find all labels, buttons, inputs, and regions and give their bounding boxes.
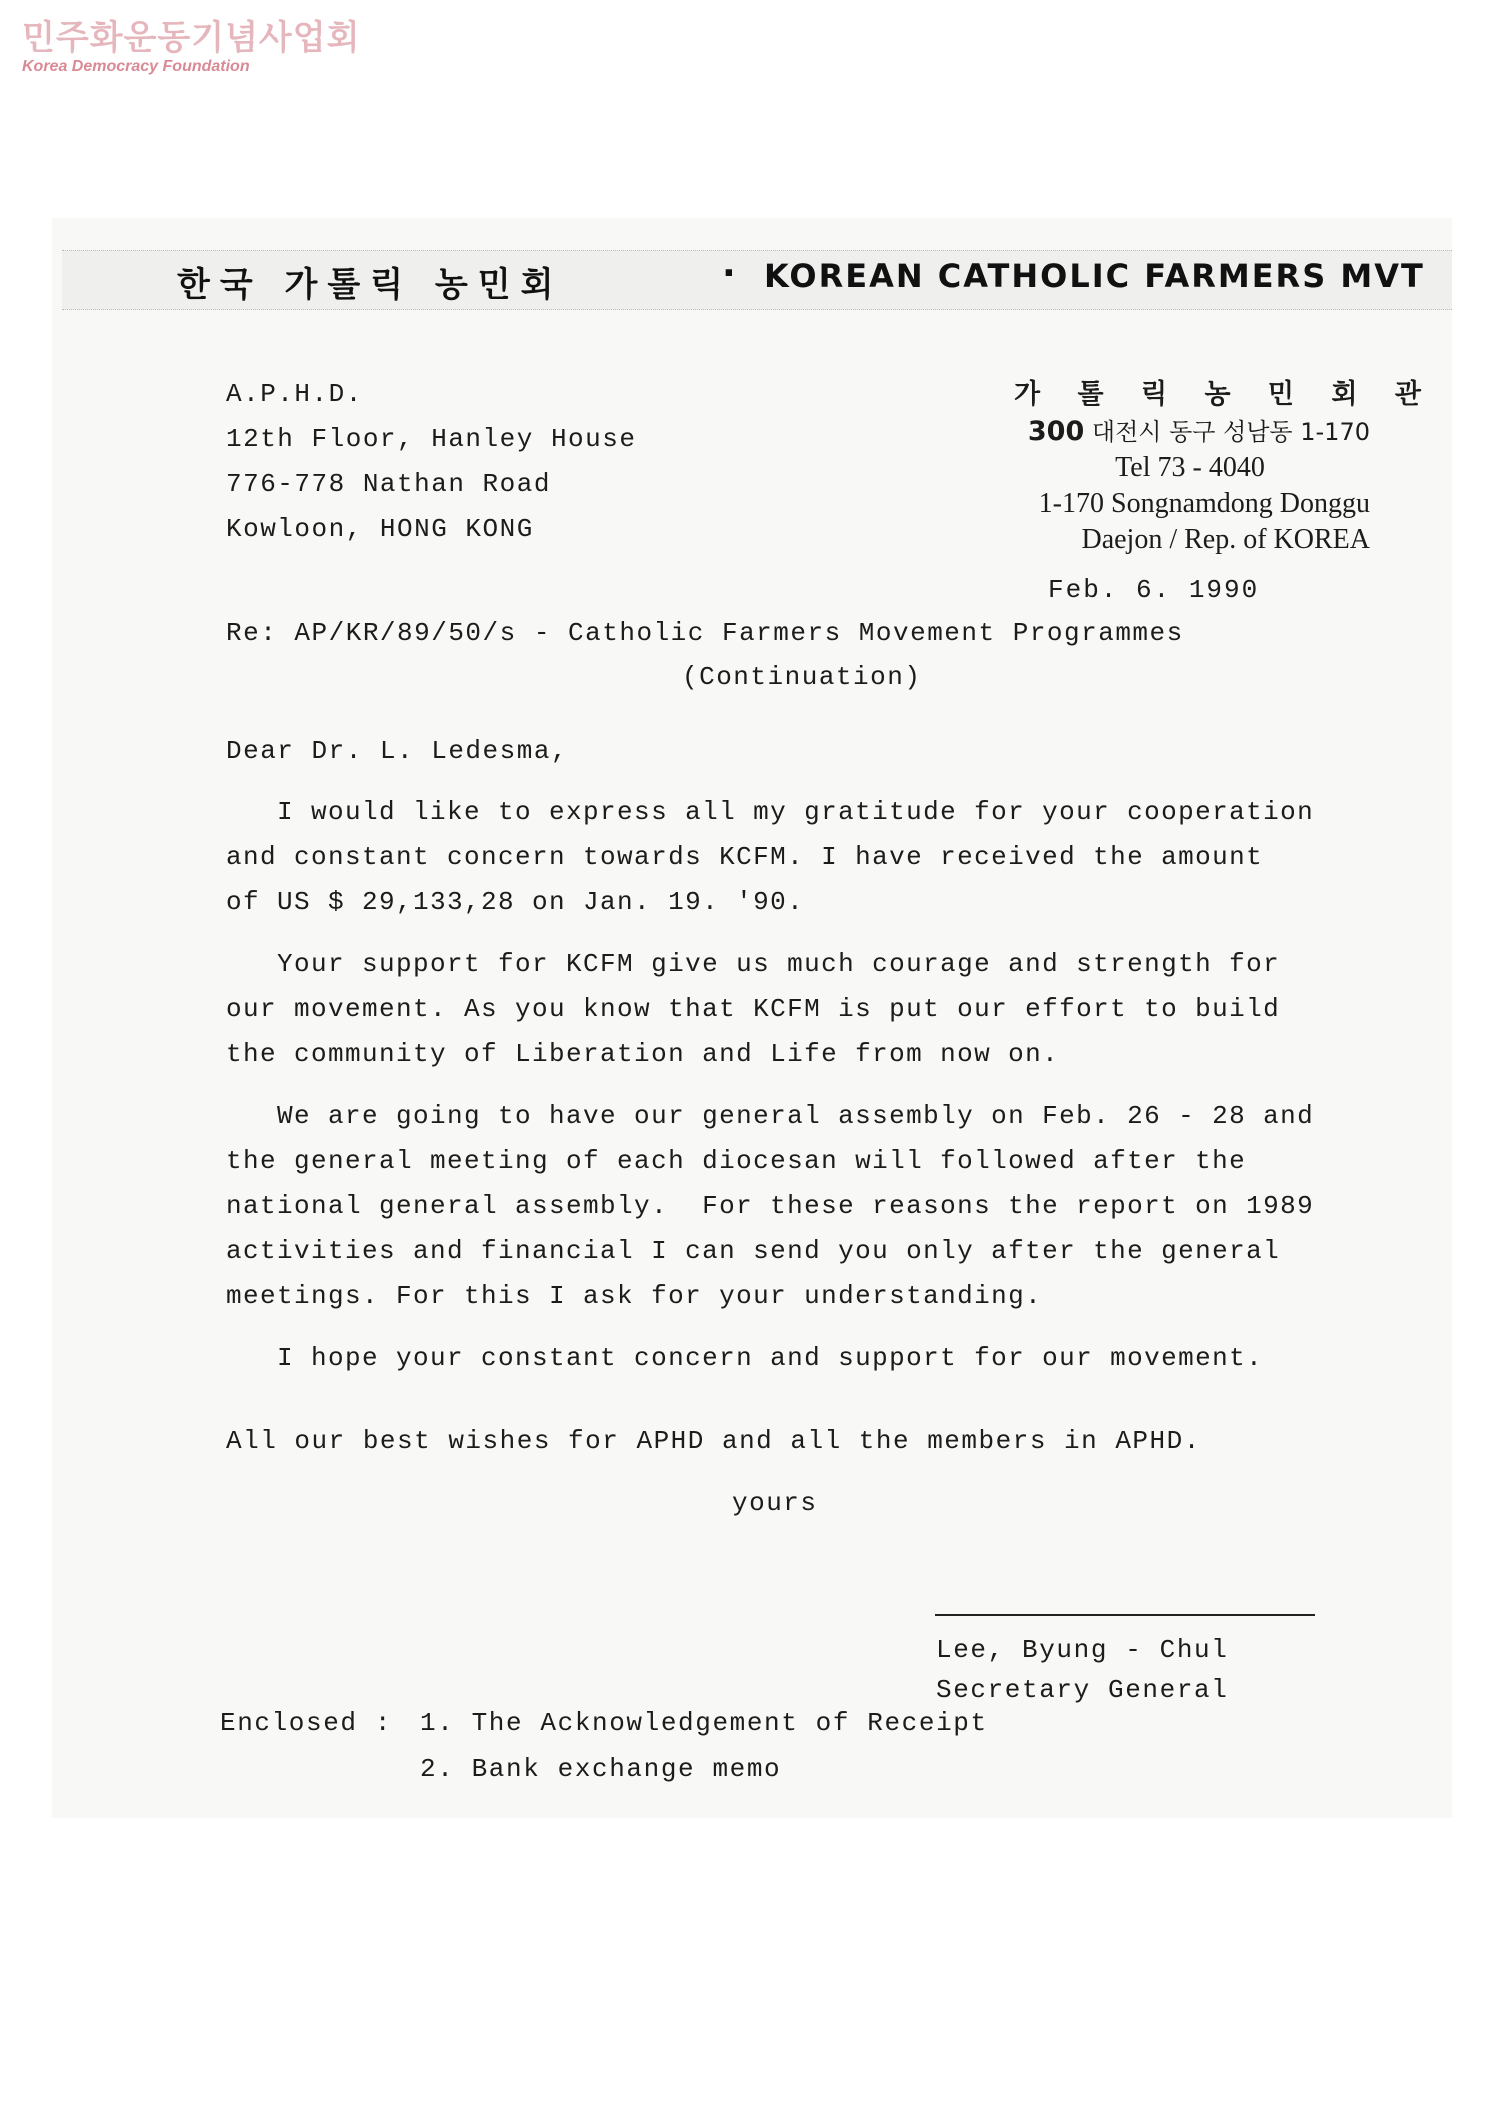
sender-tel: Tel 73 - 4040	[1115, 452, 1265, 483]
paragraph-line: Your support for KCFM give us much courage and strength for	[226, 949, 1281, 979]
subject-continuation: (Continuation)	[682, 662, 922, 692]
letterhead-separator: ·	[722, 253, 736, 294]
body-paragraph	[226, 1094, 1406, 1319]
closing-wishes: All our best wishes for APHD and all the members in APHD.	[226, 1426, 1201, 1456]
signatory-name: Lee, Byung - Chul	[936, 1635, 1229, 1665]
letterhead-english: KOREAN CATHOLIC FARMERS MVT	[764, 257, 1425, 295]
sender-korean-address	[1010, 414, 1370, 450]
body-paragraph	[226, 790, 1406, 925]
signatory-title: Secretary General	[936, 1675, 1229, 1705]
recipient-address	[226, 372, 636, 552]
body-paragraph	[226, 1336, 1406, 1381]
enclosures-label: Enclosed :	[220, 1708, 393, 1738]
paragraph-line: I would like to express all my gratitude for your cooperation	[226, 797, 1315, 827]
signature-block	[936, 1630, 1228, 1710]
watermark-english: Korea Democracy Foundation	[22, 58, 250, 75]
letterhead-korean: 한국 가톨릭 농민회	[177, 265, 564, 305]
paragraph-line: of US $ 29,133,28 on Jan. 19. '90.	[226, 887, 805, 917]
sender-building: 가 톨 릭 농 민 회 관	[1014, 379, 1435, 410]
body-paragraph	[226, 942, 1406, 1077]
watermark-logo	[22, 18, 360, 76]
sender-korean-street: 대전시 동구 성남동 1-170	[1091, 418, 1370, 446]
paragraph-line: and constant concern towards KCFM. I have received the amount	[226, 842, 1264, 872]
enclosure-item: 2. Bank exchange memo	[420, 1754, 782, 1784]
paragraph-line: our movement. As you know that KCFM is put our effort to build	[226, 994, 1281, 1024]
sender-city-country: Daejon / Rep. of KOREA	[1081, 524, 1370, 555]
sender-postcode: 300	[1027, 416, 1085, 447]
recipient-line: A.P.H.D.	[226, 379, 363, 409]
enclosure-item: 1. The Acknowledgement of Receipt	[420, 1708, 988, 1738]
letterhead	[62, 250, 1452, 310]
sender-address-line: 1-170 Songnamdong Donggu	[1038, 488, 1370, 519]
subject-line: Re: AP/KR/89/50/s - Catholic Farmers Movement Programmes	[226, 618, 1184, 648]
paragraph-line: We are going to have our general assembly on Feb. 26 - 28 and	[226, 1101, 1315, 1131]
recipient-line: Kowloon, HONG KONG	[226, 514, 534, 544]
paragraph-line: activities and financial I can send you only after the general	[226, 1236, 1281, 1266]
paragraph-line: meetings. For this I ask for your understanding.	[226, 1281, 1043, 1311]
paragraph-line: the general meeting of each diocesan will followed after the	[226, 1146, 1247, 1176]
paragraph-line: the community of Liberation and Life from now on.	[226, 1039, 1060, 1069]
watermark-korean: 민주화운동기념사업회	[22, 18, 361, 58]
recipient-line: 776-778 Nathan Road	[226, 469, 551, 499]
complimentary-close: yours	[732, 1488, 818, 1518]
recipient-line: 12th Floor, Hanley House	[226, 424, 637, 454]
paragraph-line: national general assembly. For these reasons the report on 1989	[226, 1191, 1315, 1221]
salutation: Dear Dr. L. Ledesma,	[226, 736, 569, 766]
paragraph-line: I hope your constant concern and support for our movement.	[226, 1343, 1264, 1373]
letter-date: Feb. 6. 1990	[1048, 575, 1260, 605]
sender-address	[1010, 376, 1435, 558]
signature-line	[935, 1614, 1315, 1616]
